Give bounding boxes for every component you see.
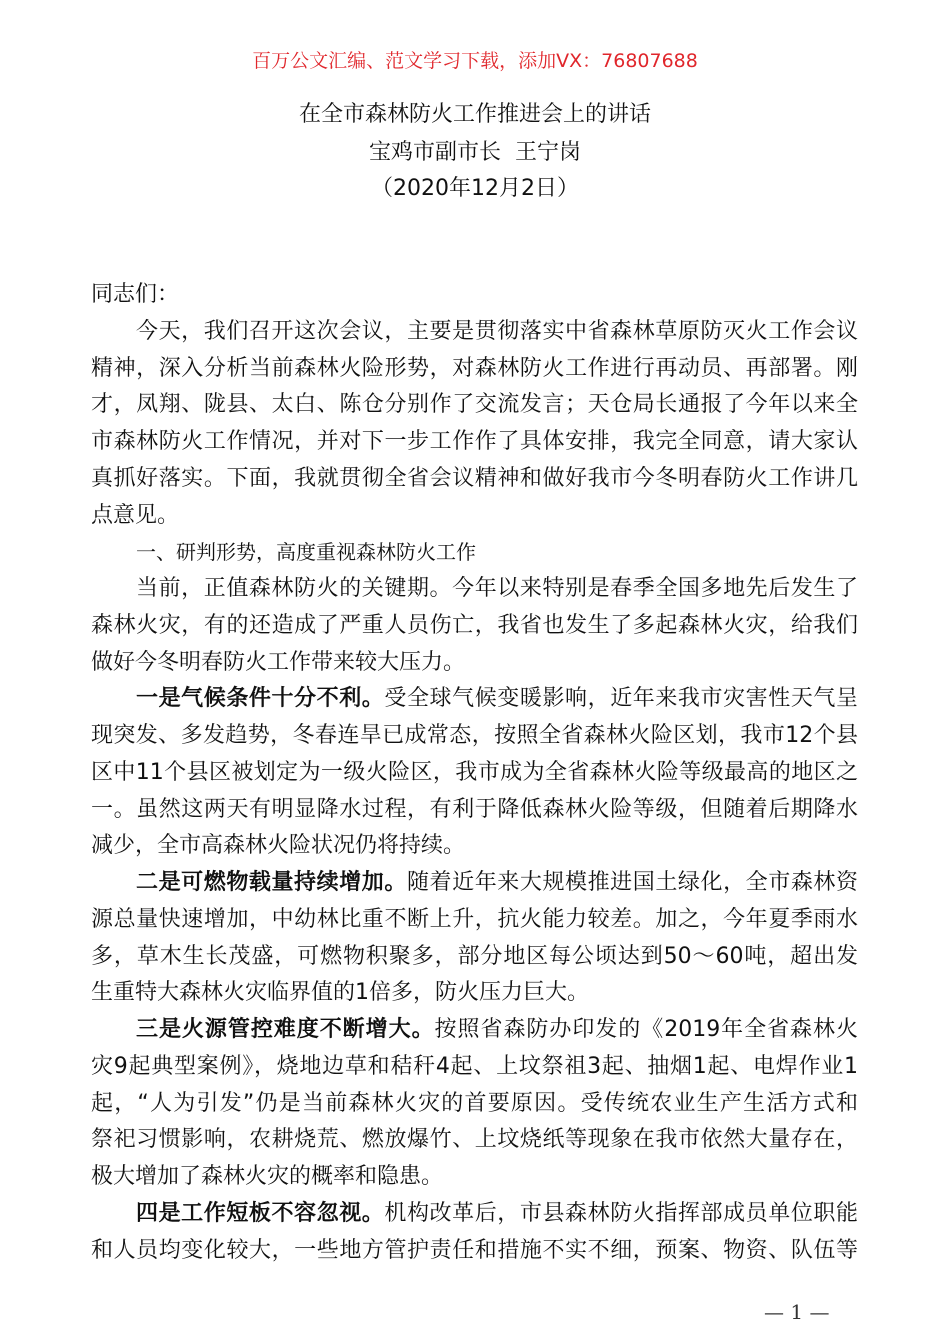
line-text: 精神，深入分析当前森林火险形势，对森林防火工作进行再动员、再部署。刚 [91, 355, 858, 381]
section-heading [91, 534, 858, 571]
text-line [91, 865, 858, 902]
line-text: 今天，我们召开这次会议，主要是贯彻落实中省森林草原防灭火工作会议 [136, 318, 858, 344]
text-line [91, 461, 858, 498]
bold-lead: 一是气候条件十分不利。 [136, 686, 385, 712]
text-line [91, 351, 858, 388]
watermark-banner: 百万公文汇编、范文学习下载，添加VX：76807688 [252, 50, 698, 72]
bold-lead: 二是可燃物载量持续增加。 [136, 870, 407, 895]
line-text: 和人员均变化较大，一些地方管护责任和措施不实不细，预案、物资、队伍等 [91, 1237, 858, 1263]
line-text: 受全球气候变暖影响，近年来我市灾害性天气呈 [384, 686, 858, 712]
line-text: 森林火灾，有的还造成了严重人员伤亡，我省也发生了多起森林火灾，给我们 [91, 612, 858, 638]
text-line [91, 1122, 858, 1159]
line-text: 生重特大森林火灾临界值的1倍多，防火压力巨大。 [91, 980, 589, 1006]
line-text: 一。虽然这两天有明显降水过程，有利于降低森林火险等级，但随着后期降水 [91, 796, 858, 822]
line-text: 真抓好落实。下面，我就贯彻全省会议精神和做好我市今冬明春防火工作讲几 [91, 465, 858, 491]
text-line [91, 1049, 858, 1086]
text-line [91, 424, 858, 461]
line-text: 市森林防火工作情况，并对下一步工作作了具体安排，我完全同意，请大家认 [91, 429, 858, 454]
line-text: 才，凤翔、陇县、太白、陈仓分别作了交流发言；天仓局长通报了今年以来全 [91, 392, 858, 418]
line-text: 点意见。 [91, 502, 180, 528]
line-text: 随着近年来大规模推进国土绿化，全市森林资 [406, 870, 858, 895]
line-text: 起，“人为引发”仍是当前森林火灾的首要原因。受传统农业生产生活方式和 [91, 1090, 858, 1116]
line-text: 减少，全市高森林火险状况仍将持续。 [91, 833, 466, 859]
text-line [91, 681, 858, 718]
document-body [91, 277, 858, 1269]
text-line [91, 975, 858, 1012]
line-text: 灾9起典型案例》，烧地边草和秸秆4起、上坟祭祖3起、抽烟1起、电焊作业1 [91, 1053, 858, 1079]
salutation [91, 277, 858, 314]
line-text: 一、研判形势，高度重视森林防火工作 [136, 540, 476, 565]
text-line [91, 1012, 858, 1049]
line-text: 祭祀习惯影响，农耕烧荒、燃放爆竹、上坟烧纸等现象在我市依然大量存在， [91, 1127, 858, 1153]
document-title: 在全市森林防火工作推进会上的讲话 [298, 102, 651, 127]
text-line [91, 571, 858, 608]
line-text: 按照省森防办印发的《2019年全省森林火 [434, 1017, 858, 1042]
bold-lead: 三是火源管控难度不断增大。 [136, 1017, 435, 1042]
paragraph [91, 1196, 858, 1270]
line-text: 当前，正值森林防火的关键期。今年以来特别是春季全国多地先后发生了 [136, 576, 858, 601]
line-text: 同志们： [91, 282, 180, 307]
text-line [91, 718, 858, 755]
text-line [91, 608, 858, 645]
page-number: — 1 — [764, 1300, 830, 1324]
paragraph [91, 1012, 858, 1196]
paragraph [91, 681, 858, 865]
line-text: 做好今冬明春防火工作带来较大压力。 [91, 649, 466, 675]
text-line [91, 314, 858, 351]
text-line [91, 1159, 858, 1196]
line-text: 机构改革后，市县森林防火指挥部成员单位职能 [384, 1200, 858, 1226]
paragraph [91, 314, 858, 535]
paragraph [91, 571, 858, 681]
date-line: （2020年12月2日） [371, 176, 579, 201]
text-line [91, 1086, 858, 1123]
text-line [91, 387, 858, 424]
bold-lead: 四是工作短板不容忽视。 [136, 1200, 385, 1226]
line-text: 区中11个县区被划定为一级火险区，我市成为全省森林火险等级最高的地区之 [91, 759, 858, 785]
text-line [91, 1196, 858, 1233]
line-text: 极大增加了森林火灾的概率和隐患。 [91, 1164, 444, 1189]
text-line [91, 939, 858, 976]
speaker-line: 宝鸡市副市长 王宁岗 [369, 140, 581, 165]
line-text: 多，草木生长茂盛，可燃物积聚多，部分地区每公顷达到50～60吨，超出发 [91, 943, 858, 969]
paragraph [91, 865, 858, 1012]
text-line [91, 277, 858, 314]
line-text: 源总量快速增加，中幼林比重不断上升，抗火能力较差。加之，今年夏季雨水 [91, 906, 858, 932]
text-line [91, 1233, 858, 1270]
text-line [91, 534, 858, 571]
text-line [91, 828, 858, 865]
line-text: 现突发、多发趋势，冬春连旱已成常态，按照全省森林火险区划，我市12个县 [91, 723, 858, 748]
text-line [91, 498, 858, 535]
text-line [91, 902, 858, 939]
text-line [91, 792, 858, 829]
text-line [91, 645, 858, 682]
text-line [91, 755, 858, 792]
